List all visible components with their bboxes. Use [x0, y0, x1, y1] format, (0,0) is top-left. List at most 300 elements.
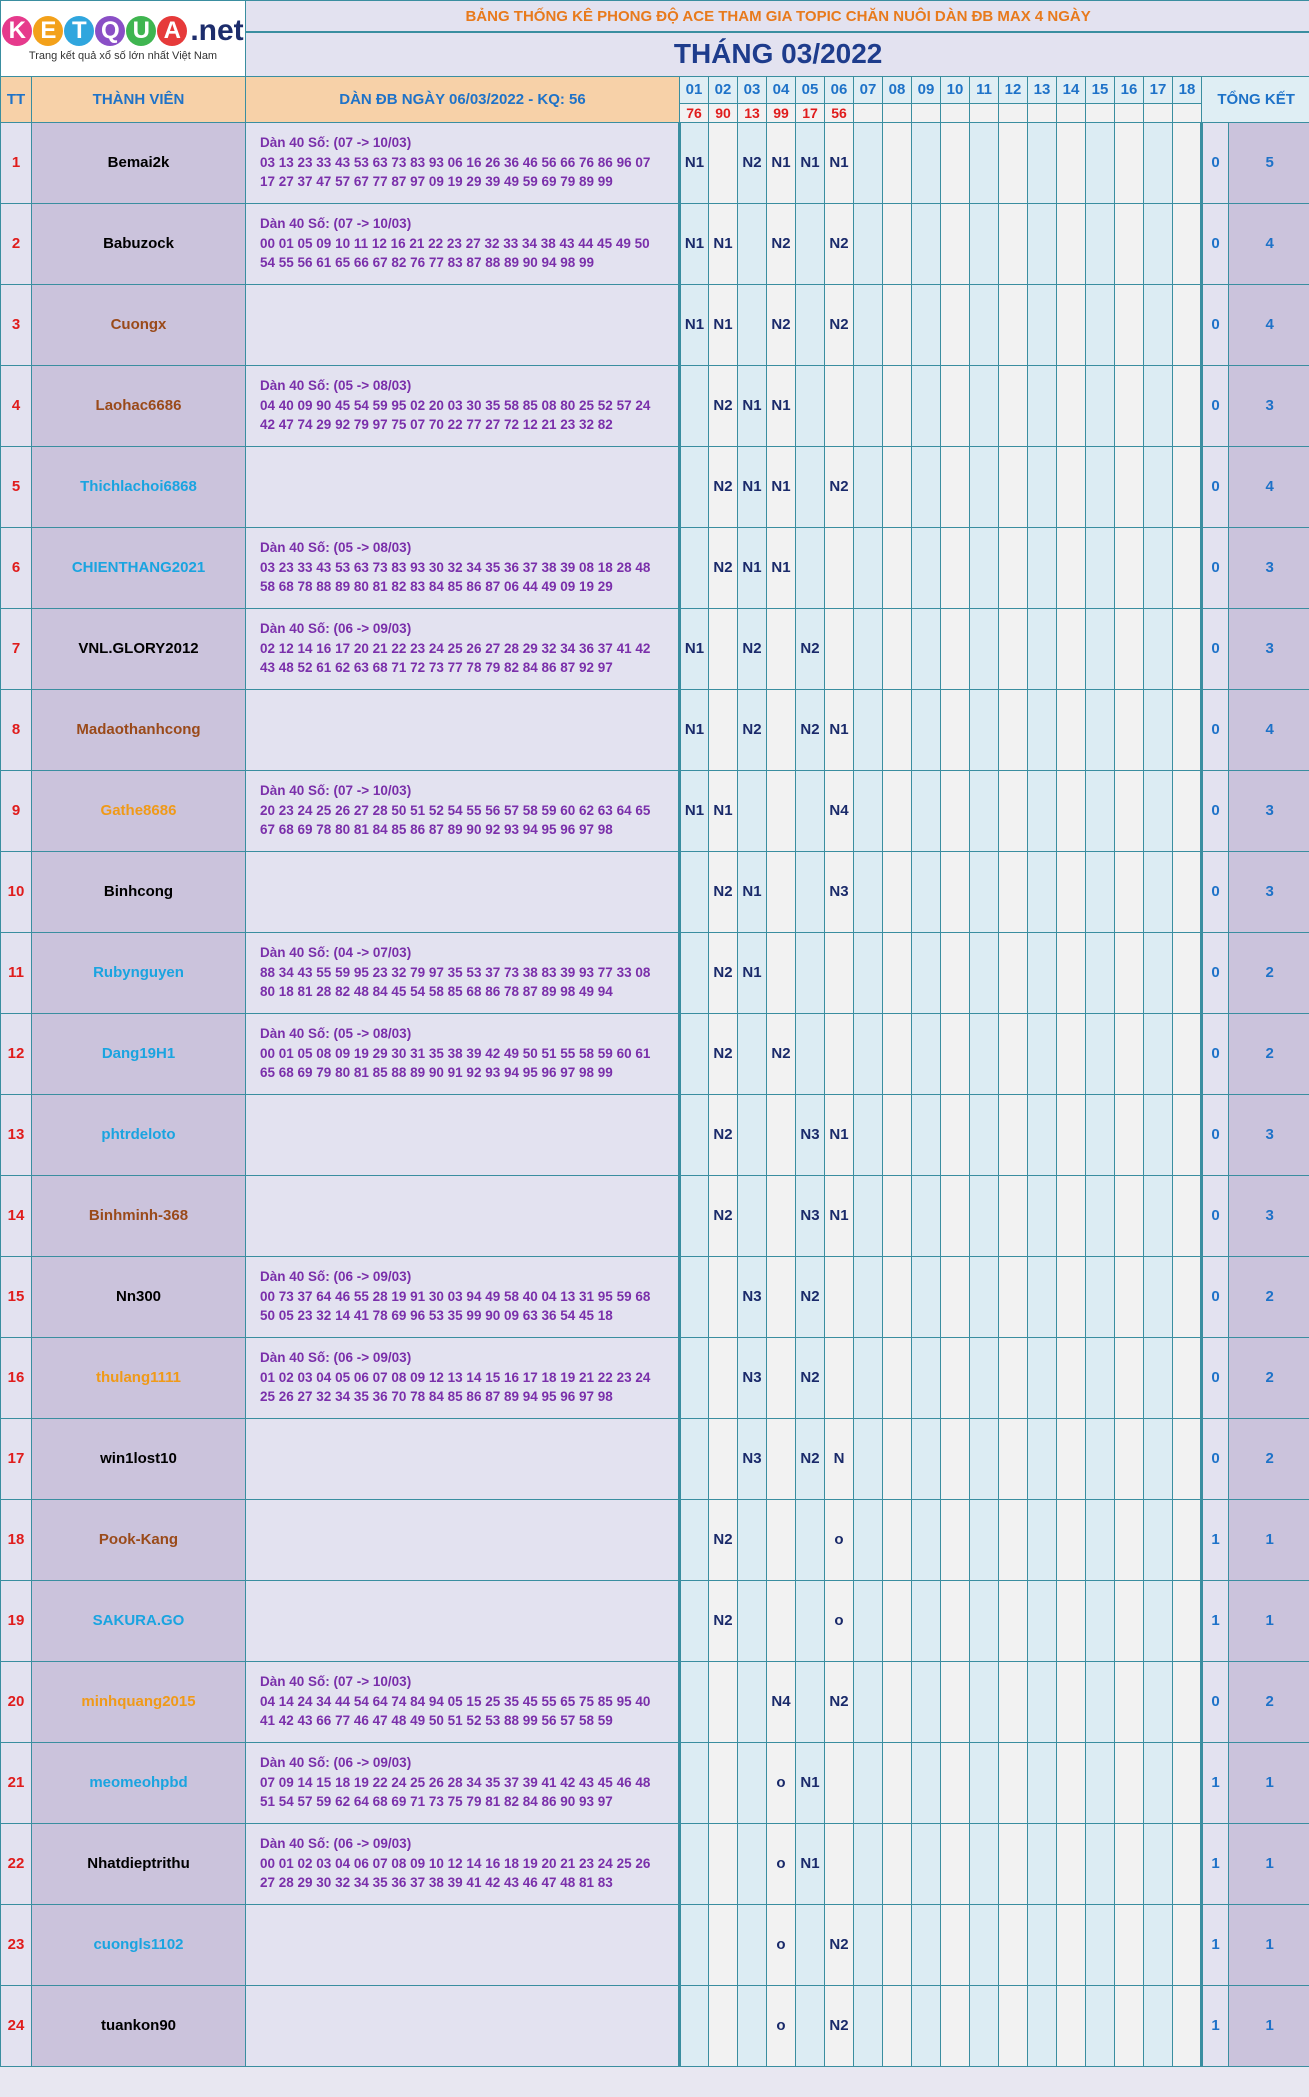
dan-cell: [246, 1499, 680, 1580]
day-cell: [1115, 1580, 1144, 1661]
day-cell: [825, 1823, 854, 1904]
day-cell: [1057, 1094, 1086, 1175]
row-number: 7: [1, 608, 32, 689]
table-row: [1, 1337, 1309, 1418]
total-count: 3: [1229, 770, 1309, 851]
day-cell: [1144, 446, 1173, 527]
day-cell: [709, 1418, 738, 1499]
day-cell: [1057, 1580, 1086, 1661]
total-count: 4: [1229, 284, 1309, 365]
total-count: 4: [1229, 203, 1309, 284]
day-cell: [941, 1256, 970, 1337]
day-cell: [1057, 932, 1086, 1013]
day-cell: [1115, 1418, 1144, 1499]
dan-line: Dàn 40 Số: (06 -> 09/03): [260, 621, 412, 637]
day-cell: [1086, 1418, 1115, 1499]
day-cell: [1028, 1499, 1057, 1580]
dan-line: Dàn 40 Số: (07 -> 10/03): [260, 783, 412, 799]
row-number: 6: [1, 527, 32, 608]
day-cell: N2: [796, 1256, 825, 1337]
day-cell: N2: [709, 1013, 738, 1094]
member-name: Rubynguyen: [32, 932, 246, 1013]
dan-cell: [246, 1013, 680, 1094]
day-cell: [1144, 608, 1173, 689]
day-cell: [1144, 1904, 1173, 1985]
day-cell: [912, 1337, 941, 1418]
header-day: 16: [1115, 76, 1144, 103]
day-cell: [1144, 770, 1173, 851]
day-cell: [1028, 365, 1057, 446]
day-cell: [680, 1742, 709, 1823]
dan-line: Dàn 40 Số: (05 -> 08/03): [260, 540, 412, 556]
day-cell: [1086, 770, 1115, 851]
day-cell: N2: [796, 1337, 825, 1418]
day-cell: [854, 770, 883, 851]
total-count: 3: [1229, 608, 1309, 689]
day-cell: [883, 1418, 912, 1499]
day-cell: [999, 770, 1028, 851]
total-count: 2: [1229, 1661, 1309, 1742]
day-cell: N2: [767, 203, 796, 284]
day-cell: [1173, 1580, 1202, 1661]
table-row: [1, 446, 1309, 527]
day-cell: [1028, 446, 1057, 527]
day-cell: [1115, 1742, 1144, 1823]
day-cell: [767, 1337, 796, 1418]
day-cell: [767, 608, 796, 689]
day-cell: [1115, 1823, 1144, 1904]
header-result: [883, 103, 912, 122]
day-cell: [1057, 1337, 1086, 1418]
day-cell: N: [825, 1418, 854, 1499]
day-cell: [1144, 1337, 1173, 1418]
day-cell: [883, 1175, 912, 1256]
dan-line: 00 73 37 64 46 55 28 19 91 30 03 94 49 58 40 04 13 31 95 59 68: [260, 1288, 651, 1304]
day-cell: [825, 1337, 854, 1418]
day-cell: [1115, 527, 1144, 608]
day-cell: [680, 1337, 709, 1418]
dan-cell: [246, 1175, 680, 1256]
day-cell: [767, 851, 796, 932]
day-cell: [941, 284, 970, 365]
day-cell: [1115, 1661, 1144, 1742]
day-cell: [1028, 1742, 1057, 1823]
dan-line: 17 27 37 47 57 67 77 87 97 09 19 29 39 49 59 69 79 89 99: [260, 174, 613, 190]
day-cell: [709, 1337, 738, 1418]
header-result: 17: [796, 103, 825, 122]
day-cell: [883, 689, 912, 770]
day-cell: N1: [680, 203, 709, 284]
total-hit: 0: [1202, 284, 1229, 365]
total-hit: 1: [1202, 1985, 1229, 2066]
dan-line: Dàn 40 Số: (05 -> 08/03): [260, 1026, 412, 1042]
day-cell: [1028, 1094, 1057, 1175]
day-cell: [1173, 1499, 1202, 1580]
dan-cell: [246, 608, 680, 689]
day-cell: [1144, 1661, 1173, 1742]
logo: [1, 1, 246, 77]
day-cell: [767, 689, 796, 770]
member-name: thulang1111: [32, 1337, 246, 1418]
member-name: meomeohpbd: [32, 1742, 246, 1823]
header-result: [1057, 103, 1086, 122]
day-cell: [1086, 446, 1115, 527]
row-number: 9: [1, 770, 32, 851]
day-cell: [1028, 1013, 1057, 1094]
header-day: 15: [1086, 76, 1115, 103]
day-cell: [970, 1580, 999, 1661]
day-cell: [854, 1418, 883, 1499]
day-cell: [1086, 122, 1115, 203]
header-day: 06: [825, 76, 854, 103]
day-cell: [970, 446, 999, 527]
day-cell: [999, 1256, 1028, 1337]
day-cell: N1: [825, 1175, 854, 1256]
logo-letter: U: [126, 16, 156, 46]
total-hit: 0: [1202, 527, 1229, 608]
day-cell: [999, 1823, 1028, 1904]
day-cell: [680, 851, 709, 932]
dan-line: Dàn 40 Số: (06 -> 09/03): [260, 1269, 412, 1285]
day-cell: [1173, 527, 1202, 608]
day-cell: [912, 851, 941, 932]
day-cell: [1086, 1580, 1115, 1661]
day-cell: [680, 1256, 709, 1337]
day-cell: [767, 1094, 796, 1175]
dan-line: Dàn 40 Số: (06 -> 09/03): [260, 1755, 412, 1771]
day-cell: [1144, 1013, 1173, 1094]
day-cell: N2: [709, 446, 738, 527]
day-cell: [854, 1742, 883, 1823]
header-result: 76: [680, 103, 709, 122]
member-name: Binhminh-368: [32, 1175, 246, 1256]
header-result: [941, 103, 970, 122]
day-cell: [738, 1823, 767, 1904]
total-hit: 0: [1202, 446, 1229, 527]
total-hit: 0: [1202, 122, 1229, 203]
total-hit: 0: [1202, 851, 1229, 932]
total-count: 1: [1229, 1499, 1309, 1580]
day-cell: [883, 122, 912, 203]
day-cell: [970, 122, 999, 203]
day-cell: [1057, 527, 1086, 608]
day-cell: N3: [825, 851, 854, 932]
day-cell: [970, 527, 999, 608]
header-result: 56: [825, 103, 854, 122]
member-name: Cuongx: [32, 284, 246, 365]
day-cell: [709, 689, 738, 770]
dan-cell: [246, 527, 680, 608]
dan-line: 54 55 56 61 65 66 67 82 76 77 83 87 88 89 90 94 98 99: [260, 255, 595, 271]
day-cell: N1: [767, 122, 796, 203]
day-cell: [912, 446, 941, 527]
dan-line: 03 23 33 43 53 63 73 83 93 30 32 34 35 36 37 38 39 08 18 28 48: [260, 559, 651, 575]
day-cell: N1: [709, 770, 738, 851]
day-cell: [796, 446, 825, 527]
day-cell: N1: [767, 527, 796, 608]
day-cell: [738, 770, 767, 851]
table-row: [1, 1499, 1309, 1580]
day-cell: [1115, 1499, 1144, 1580]
dan-line: Dàn 40 Số: (04 -> 07/03): [260, 945, 412, 961]
day-cell: N2: [709, 932, 738, 1013]
day-cell: N3: [738, 1337, 767, 1418]
day-cell: [1173, 446, 1202, 527]
table-row: [1, 1418, 1309, 1499]
day-cell: [912, 122, 941, 203]
day-cell: [941, 1013, 970, 1094]
header-result: 13: [738, 103, 767, 122]
day-cell: [680, 446, 709, 527]
day-cell: [767, 770, 796, 851]
day-cell: [999, 203, 1028, 284]
day-cell: [1086, 1985, 1115, 2066]
total-count: 3: [1229, 1094, 1309, 1175]
day-cell: [1028, 608, 1057, 689]
member-name: Pook-Kang: [32, 1499, 246, 1580]
day-cell: [883, 1256, 912, 1337]
day-cell: [1086, 1499, 1115, 1580]
day-cell: [941, 608, 970, 689]
dan-line: 41 42 43 66 77 46 47 48 49 50 51 52 53 88 99 56 57 58 59: [260, 1713, 613, 1729]
row-number: 16: [1, 1337, 32, 1418]
day-cell: [912, 203, 941, 284]
day-cell: [1057, 446, 1086, 527]
day-cell: [1144, 527, 1173, 608]
day-cell: [941, 1985, 970, 2066]
day-cell: [709, 122, 738, 203]
day-cell: [912, 1823, 941, 1904]
day-cell: N2: [709, 1499, 738, 1580]
day-cell: [1057, 1256, 1086, 1337]
day-cell: [709, 1985, 738, 2066]
day-cell: [1086, 365, 1115, 446]
day-cell: [738, 1175, 767, 1256]
day-cell: [1173, 1985, 1202, 2066]
total-hit: 1: [1202, 1823, 1229, 1904]
dan-line: 67 68 69 78 80 81 84 85 86 87 89 90 92 93 94 95 96 97 98: [260, 822, 613, 838]
total-hit: 0: [1202, 1094, 1229, 1175]
day-cell: N1: [825, 122, 854, 203]
total-count: 4: [1229, 689, 1309, 770]
day-cell: [1086, 1175, 1115, 1256]
row-number: 11: [1, 932, 32, 1013]
day-cell: N2: [709, 365, 738, 446]
day-cell: [1115, 932, 1144, 1013]
total-count: 2: [1229, 1337, 1309, 1418]
row-number: 2: [1, 203, 32, 284]
day-cell: N1: [767, 365, 796, 446]
total-count: 2: [1229, 932, 1309, 1013]
day-cell: [767, 1256, 796, 1337]
dan-cell: [246, 1337, 680, 1418]
day-cell: [854, 608, 883, 689]
day-cell: [941, 446, 970, 527]
header-tt: TT: [1, 76, 32, 122]
day-cell: [999, 1985, 1028, 2066]
day-cell: [1086, 527, 1115, 608]
day-cell: [970, 1418, 999, 1499]
day-cell: [854, 689, 883, 770]
day-cell: [912, 1661, 941, 1742]
logo-letter: A: [157, 16, 187, 46]
day-cell: [941, 932, 970, 1013]
day-cell: N1: [680, 284, 709, 365]
day-cell: [999, 1580, 1028, 1661]
dan-line: 50 05 23 32 14 41 78 69 96 53 35 99 90 09 63 36 54 45 18: [260, 1308, 613, 1324]
day-cell: [854, 1094, 883, 1175]
day-cell: [767, 1580, 796, 1661]
table-row: [1, 1580, 1309, 1661]
day-cell: [912, 1094, 941, 1175]
day-cell: [970, 851, 999, 932]
row-number: 21: [1, 1742, 32, 1823]
table-row: [1, 770, 1309, 851]
day-cell: [970, 365, 999, 446]
day-cell: [1173, 284, 1202, 365]
day-cell: [854, 1175, 883, 1256]
dan-line: 88 34 43 55 59 95 23 32 79 97 35 53 37 73 38 83 39 93 77 33 08: [260, 964, 651, 980]
day-cell: [854, 1256, 883, 1337]
total-hit: 1: [1202, 1499, 1229, 1580]
total-count: 2: [1229, 1418, 1309, 1499]
day-cell: [1086, 851, 1115, 932]
day-cell: [999, 365, 1028, 446]
day-cell: [999, 608, 1028, 689]
day-cell: [941, 1742, 970, 1823]
day-cell: [999, 284, 1028, 365]
logo-suffix: .net: [190, 14, 244, 48]
dan-cell: [246, 1418, 680, 1499]
row-number: 24: [1, 1985, 32, 2066]
day-cell: [1144, 1823, 1173, 1904]
day-cell: [709, 608, 738, 689]
day-cell: [680, 1013, 709, 1094]
day-cell: N2: [825, 1661, 854, 1742]
day-cell: [1057, 1418, 1086, 1499]
day-cell: [883, 284, 912, 365]
day-cell: [796, 851, 825, 932]
day-cell: [854, 1661, 883, 1742]
day-cell: [1115, 284, 1144, 365]
day-cell: [738, 1904, 767, 1985]
table-row: [1, 1823, 1309, 1904]
header-day: 03: [738, 76, 767, 103]
day-cell: [941, 1094, 970, 1175]
row-number: 19: [1, 1580, 32, 1661]
day-cell: [970, 1823, 999, 1904]
member-name: Nn300: [32, 1256, 246, 1337]
day-cell: [970, 608, 999, 689]
row-number: 12: [1, 1013, 32, 1094]
day-cell: [999, 689, 1028, 770]
day-cell: [883, 1904, 912, 1985]
total-count: 5: [1229, 122, 1309, 203]
day-cell: [680, 1985, 709, 2066]
total-count: 4: [1229, 446, 1309, 527]
day-cell: [1086, 1013, 1115, 1094]
day-cell: [1115, 122, 1144, 203]
day-cell: [999, 932, 1028, 1013]
day-cell: [1173, 1175, 1202, 1256]
day-cell: [854, 365, 883, 446]
total-count: 1: [1229, 1823, 1309, 1904]
day-cell: [1057, 608, 1086, 689]
dan-cell: [246, 203, 680, 284]
day-cell: [970, 1256, 999, 1337]
header-result: [1173, 103, 1202, 122]
day-cell: [1028, 527, 1057, 608]
day-cell: [912, 1499, 941, 1580]
day-cell: [999, 122, 1028, 203]
day-cell: N1: [709, 203, 738, 284]
header-result: [1028, 103, 1057, 122]
day-cell: [1173, 365, 1202, 446]
day-cell: [709, 1661, 738, 1742]
day-cell: [1115, 1985, 1144, 2066]
member-name: tuankon90: [32, 1985, 246, 2066]
day-cell: [1115, 1013, 1144, 1094]
month-title: THÁNG 03/2022: [246, 32, 1309, 76]
day-cell: [912, 608, 941, 689]
dan-cell: [246, 1823, 680, 1904]
day-cell: [680, 1094, 709, 1175]
day-cell: [1057, 1985, 1086, 2066]
row-number: 10: [1, 851, 32, 932]
header-result: [912, 103, 941, 122]
day-cell: [680, 1175, 709, 1256]
day-cell: [1028, 851, 1057, 932]
member-name: minhquang2015: [32, 1661, 246, 1742]
day-cell: [999, 446, 1028, 527]
day-cell: [1086, 203, 1115, 284]
day-cell: [1173, 851, 1202, 932]
day-cell: [1144, 851, 1173, 932]
day-cell: [1028, 1904, 1057, 1985]
day-cell: [970, 1175, 999, 1256]
header-day: 18: [1173, 76, 1202, 103]
day-cell: [883, 1013, 912, 1094]
day-cell: [1057, 689, 1086, 770]
day-cell: [854, 1904, 883, 1985]
day-cell: [1144, 1499, 1173, 1580]
header-member: THÀNH VIÊN: [32, 76, 246, 122]
day-cell: [825, 932, 854, 1013]
day-cell: [883, 1580, 912, 1661]
day-cell: [912, 1580, 941, 1661]
table-row: [1, 608, 1309, 689]
header-day: 12: [999, 76, 1028, 103]
header-result: [970, 103, 999, 122]
day-cell: [1057, 1823, 1086, 1904]
day-cell: [912, 1985, 941, 2066]
day-cell: [1144, 689, 1173, 770]
day-cell: [1057, 770, 1086, 851]
day-cell: [680, 1580, 709, 1661]
day-cell: N2: [738, 689, 767, 770]
total-count: 1: [1229, 1580, 1309, 1661]
header-result: [1144, 103, 1173, 122]
dan-line: 65 68 69 79 80 81 85 88 89 90 91 92 93 94 95 96 97 98 99: [260, 1065, 613, 1081]
member-name: Thichlachoi6868: [32, 446, 246, 527]
dan-cell: [246, 122, 680, 203]
table-row: [1, 365, 1309, 446]
day-cell: [1028, 1175, 1057, 1256]
header-day: 08: [883, 76, 912, 103]
dan-line: Dàn 40 Số: (07 -> 10/03): [260, 216, 412, 232]
day-cell: [1057, 1742, 1086, 1823]
logo-letter: K: [2, 16, 32, 46]
